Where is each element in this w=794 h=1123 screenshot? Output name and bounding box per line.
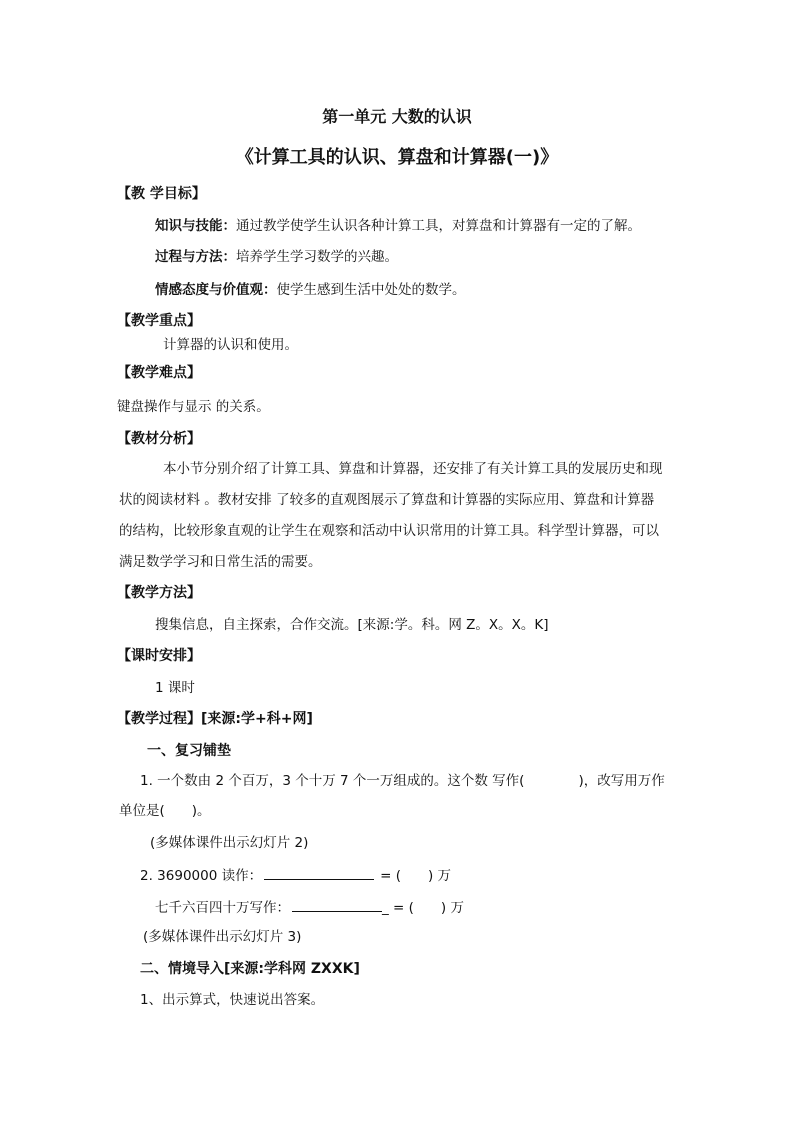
question-1-line-1: 1. 一个数由 2 个百万，3 个十万 7 个一万组成的。这个数 写作( )，改写用万作: [140, 773, 665, 789]
process-heading-source: [来源:学+科+网]: [201, 711, 313, 727]
question-1-line-2: 单位是( )。: [119, 803, 211, 819]
goal-knowledge-label: 知识与技能：: [155, 218, 236, 234]
key-points-text: 计算器的认识和使用。: [163, 337, 298, 353]
schedule-heading: 【课时安排】: [117, 648, 201, 664]
goal-emotion: [155, 281, 466, 299]
goal-process: [155, 248, 398, 266]
answer-blank: [264, 865, 374, 880]
methods-text: 搜集信息，自主探索，合作交流。[来源:学。科。网 Z。X。X。K]: [155, 617, 549, 633]
analysis-heading: 【教材分析】: [117, 431, 201, 447]
process-heading-label: 【教学过程】: [117, 711, 201, 727]
section-review: 一、复习铺垫: [147, 743, 231, 759]
question-2b: [155, 897, 464, 917]
key-points-heading: 【教学重点】: [117, 313, 201, 329]
goal-process-text: 培养学生学习数学的兴趣。: [236, 249, 398, 265]
question-2-suffix: = ( ) 万: [380, 868, 452, 884]
answer-blank: [292, 897, 382, 912]
note-slide-3: (多媒体课件出示幻灯片 3): [143, 929, 302, 945]
goal-knowledge-text: 通过教学使学生认识各种计算工具，对算盘和计算器有一定的了解。: [236, 218, 641, 234]
analysis-line: 满足数学学习和日常生活的需要。: [119, 554, 322, 570]
analysis-line: 的结构，比较形象直观的让学生在观察和活动中认识常用的计算工具。科学型计算器，可以: [119, 523, 659, 539]
intro-item-1: 1、出示算式，快速说出答案。: [140, 992, 325, 1008]
note-slide-2: (多媒体课件出示幻灯片 2): [150, 835, 309, 851]
goal-emotion-text: 使学生感到生活中处处的数学。: [276, 282, 466, 298]
question-2b-prefix: 七千六百四十万写作：: [155, 900, 290, 916]
schedule-text: 1 课时: [155, 680, 195, 696]
analysis-line: 状的阅读材料 。教材安排 了较多的直观图展示了算盘和计算器的实际应用、算盘和计算器: [119, 492, 655, 508]
process-heading: [117, 710, 313, 728]
lesson-title: 《计算工具的认识、算盘和计算器(一)》: [235, 147, 559, 168]
analysis-line: 本小节分别介绍了计算工具、算盘和计算器，还安排了有关计算工具的发展历史和现: [163, 461, 663, 477]
question-2: [140, 865, 451, 885]
methods-heading: 【教学方法】: [117, 585, 201, 601]
section-intro: 二、情境导入[来源:学科网 ZXXK]: [140, 961, 360, 977]
goal-emotion-label: 情感态度与价值观：: [155, 282, 277, 298]
goals-heading: 【教 学目标】: [117, 186, 206, 202]
goal-process-label: 过程与方法：: [155, 249, 236, 265]
page-title: 第一单元 大数的认识: [322, 107, 472, 126]
goal-knowledge: [155, 217, 641, 235]
question-2-prefix: 2. 3690000 读作：: [140, 868, 263, 884]
difficulties-heading: 【教学难点】: [117, 365, 201, 381]
difficulties-text: 键盘操作与显示 的关系。: [117, 399, 270, 415]
question-2b-suffix: _ = ( ) 万: [382, 900, 464, 916]
